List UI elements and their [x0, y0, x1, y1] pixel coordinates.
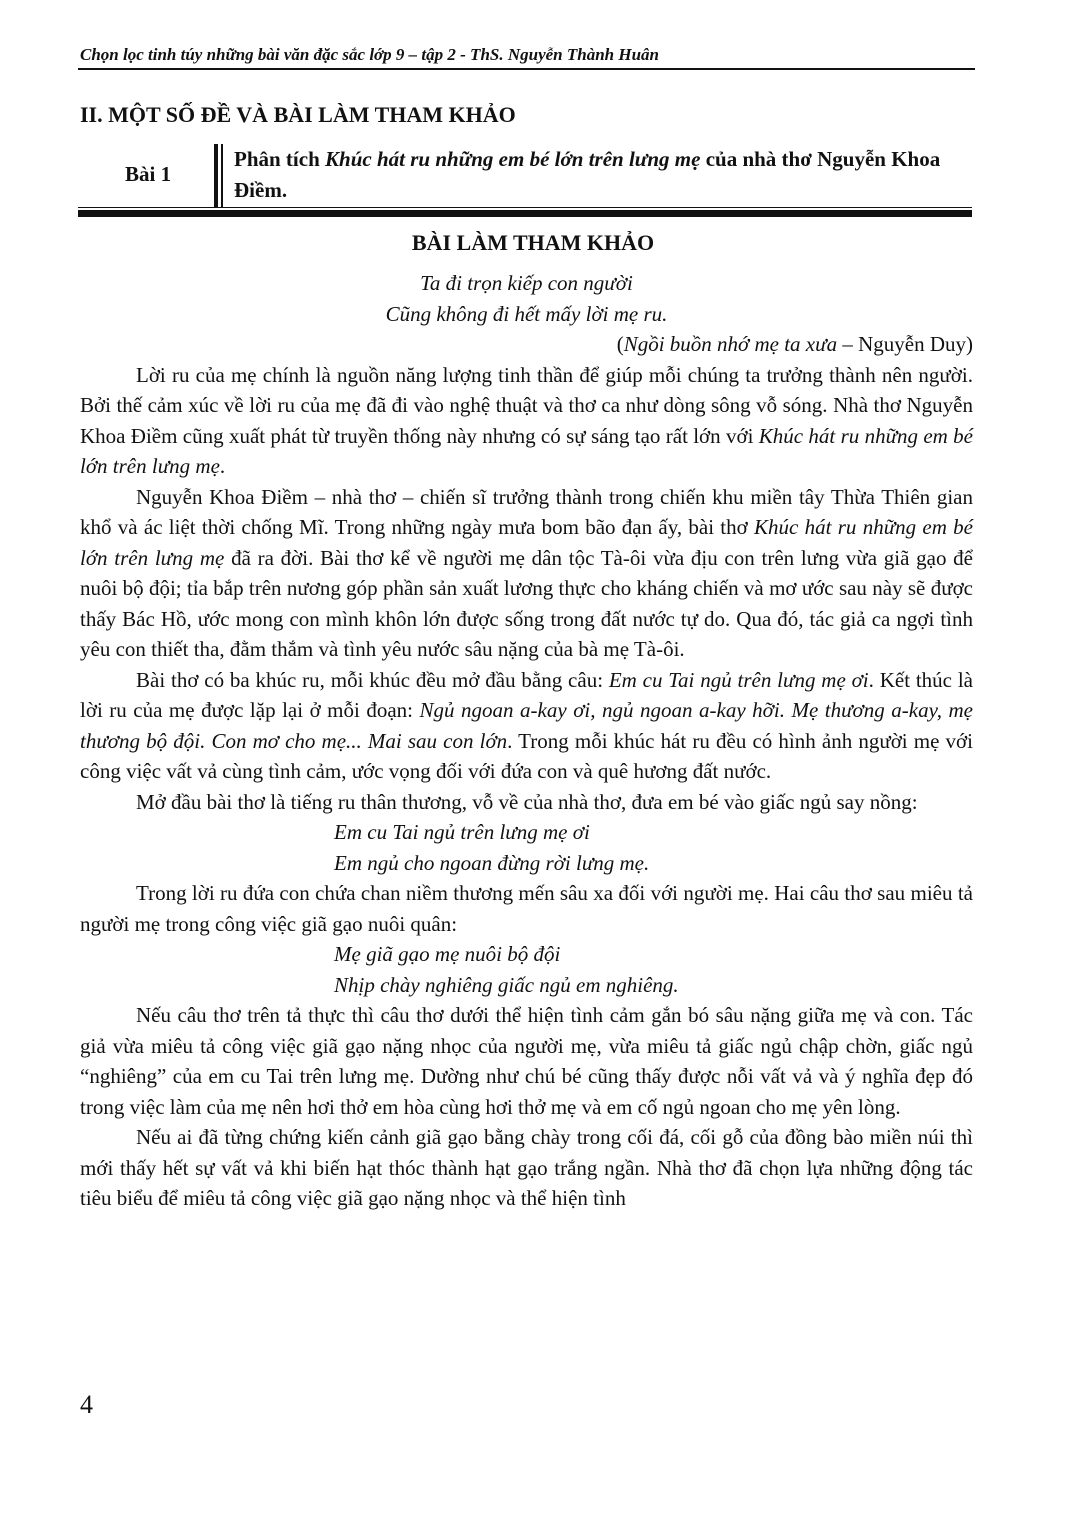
- exercise-prompt-title: Khúc hát ru những em bé lớn trên lưng mẹ: [325, 147, 701, 171]
- header-rule: [78, 68, 975, 70]
- paragraph-2: [80, 482, 973, 665]
- citation-author: – Nguyễn Duy): [837, 332, 973, 356]
- paragraph-3-quote-1: Em cu Tai ngủ trên lưng mẹ ơi: [608, 667, 869, 692]
- paragraph-6: Nếu câu thơ trên tả thực thì câu thơ dưới thể hiện tình cảm gắn bó sâu nặng giữa mẹ và con. Tác giả vừa miêu tả công việc giã gạo nặng nhọc của người mẹ, vừa miêu tả giấc ngủ chập chờn, giấc ngủ “nghiêng” của em cu Tai trên lưng mẹ. Dường như chú bé cũng thấy được nỗi vất vả và ý nghĩa đẹp đó trong việc làm của mẹ nên hơi thở em hòa cùng hơi thở mẹ và em cố ngủ ngoan cho mẹ yên lòng.: [80, 1003, 973, 1119]
- poem-2-line-1: Mẹ giã gạo mẹ nuôi bộ đội: [334, 942, 561, 966]
- exercise-rule-thick: [78, 210, 972, 217]
- paragraph-3-mid: . Kết thúc là lời ru của mẹ được lặp lại ở mỗi đoạn:: [80, 667, 973, 722]
- epigraph-line-1: Ta đi trọn kiếp con người: [420, 271, 633, 295]
- citation-open: (: [616, 332, 624, 356]
- paragraph-2-title: Khúc hát ru những em bé lớn trên lưng mẹ: [80, 515, 973, 570]
- paragraph-1-text: Lời ru của mẹ chính là nguồn năng lượng tinh thần để giúp mỗi chúng ta trưởng thành nên người. Bởi thế cảm xúc về lời ru của mẹ đã đi vào nghệ thuật và thơ ca như dòng sông vỗ sóng. Nhà thơ Nguyễn Khoa Điềm cũng xuất phát từ truyền thống này nhưng có sự sáng tạo rất lớn với: [80, 362, 973, 448]
- paragraph-1-end: .: [219, 454, 226, 478]
- section-title: II. MỘT SỐ ĐỀ VÀ BÀI LÀM THAM KHẢO: [80, 102, 516, 127]
- epigraph-line-2: Cũng không đi hết mấy lời mẹ ru.: [385, 301, 668, 326]
- paragraph-4: Mở đầu bài thơ là tiếng ru thân thương, vỗ về của nhà thơ, đưa em bé vào giấc ngủ say nồng:: [136, 789, 918, 814]
- paragraph-3: [80, 665, 973, 787]
- paragraph-3-quote-2: Ngủ ngoan a-kay ơi, ngủ ngoan a-kay hỡi. Mẹ thương a-kay, mẹ thương bộ đội. Con mơ cho mẹ... Mai sau con lớn: [80, 698, 973, 753]
- exercise-label: Bài 1: [125, 162, 172, 186]
- paragraph-3-text: Bài thơ có ba khúc ru, mỗi khúc đều mở đầu bằng câu:: [136, 667, 609, 692]
- paragraph-2-end: đã ra đời. Bài thơ kể về người mẹ dân tộc Tà-ôi vừa địu con trên lưng vừa giã gạo để nuôi bộ đội; tỉa bắp trên nương góp phần sản xuất lương thực cho kháng chiến và mơ ước sau này sẽ được thấy Bác Hồ, ước mong con mình khôn lớn được sống trong đất nước tự do. Qua đó, tác giả ca ngợi tình yêu con thiết tha, đằm thắm và tình yêu nước sâu nặng của bà mẹ Tà-ôi.: [80, 545, 973, 661]
- exercise-rule-thin: [78, 207, 972, 208]
- essay-title: BÀI LÀM THAM KHẢO: [411, 230, 655, 255]
- poem-1-line-1: Em cu Tai ngủ trên lưng mẹ ơi: [334, 820, 590, 844]
- exercise-prompt-prefix: Phân tích: [234, 147, 326, 171]
- poem-1-line-2: Em ngủ cho ngoan đừng rời lưng mẹ.: [334, 850, 650, 875]
- exercise-divider: [214, 144, 218, 207]
- paragraph-5: Trong lời ru đứa con chứa chan niềm thương mến sâu xa đối với người mẹ. Hai câu thơ sau miêu tả người mẹ trong công việc giã gạo nuôi quân:: [80, 881, 973, 936]
- exercise-prompt: [234, 144, 954, 206]
- paragraph-7: Nếu ai đã từng chứng kiến cảnh giã gạo bằng chày trong cối đá, cối gỗ của đồng bào miền núi thì mới thấy hết sự vất vả khi biến hạt thóc thành hạt gạo trắng ngần. Nhà thơ đã chọn lựa những động tác tiêu biểu để miêu tả công việc giã gạo nặng nhọc và thể hiện tình: [80, 1125, 973, 1210]
- exercise-prompt-suffix: của nhà thơ Nguyễn Khoa Điềm.: [234, 147, 941, 202]
- poem-2-line-2: Nhịp chày nghiêng giấc ngủ em nghiêng.: [334, 972, 679, 997]
- essay-body: [80, 268, 973, 1214]
- citation-work: Ngồi buồn nhớ mẹ ta xưa: [623, 332, 838, 356]
- paragraph-1: [80, 360, 973, 482]
- paragraph-3-end: . Trong mỗi khúc hát ru đều có hình ảnh người mẹ với công việc vất vả cùng tình cảm, ước vọng đối với đứa con và quê hương đất nước.: [80, 728, 973, 783]
- paragraph-1-title: Khúc hát ru những em bé lớn trên lưng mẹ: [80, 423, 973, 478]
- exercise-divider-thin: [221, 144, 223, 207]
- page-number: 4: [80, 1390, 93, 1419]
- epigraph-citation: [80, 329, 973, 360]
- paragraph-2-text: Nguyễn Khoa Điềm – nhà thơ – chiến sĩ trưởng thành trong chiến khu miền tây Thừa Thiên gian khổ và ác liệt thời chống Mĩ. Trong những ngày mưa bom bão đạn ấy, bài thơ: [80, 484, 973, 539]
- running-header: Chọn lọc tinh túy những bài văn đặc sắc lớp 9 – tập 2 - ThS. Nguyễn Thành Huân: [80, 45, 660, 64]
